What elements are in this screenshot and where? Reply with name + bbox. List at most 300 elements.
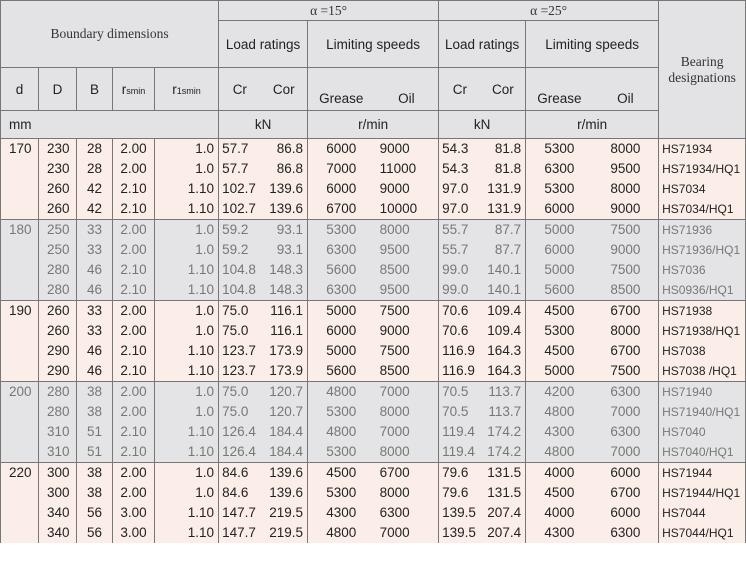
cell-cr-15: 75.0: [219, 402, 261, 422]
cell-cr-15: 84.6: [219, 463, 261, 484]
cell-rsmin: 2.10: [113, 260, 155, 280]
table-row: [1, 442, 746, 463]
cell-oil-15: 8000: [375, 442, 439, 463]
cell-oil-15: 9500: [375, 280, 439, 301]
cell-cr-15: 126.4: [219, 442, 261, 463]
cell-oil-25: 7000: [593, 442, 659, 463]
cell-cr-15: 59.2: [219, 220, 261, 241]
table-row: [1, 402, 746, 422]
cell-grease-25: 5600: [526, 280, 593, 301]
cell-oil-15: 9500: [375, 240, 439, 260]
cell-cr-15: 57.7: [219, 159, 261, 179]
cell-grease-15: 5300: [308, 402, 375, 422]
cell-cor-15: 93.1: [261, 220, 308, 241]
cell-cor-15: 93.1: [261, 240, 308, 260]
cell-cor-25: 207.4: [481, 523, 526, 543]
cell-grease-15: 5000: [308, 301, 375, 322]
cell-grease-15: 6000: [308, 139, 375, 160]
cell-grease-15: 4300: [308, 503, 375, 523]
cell-cr-15: 123.7: [219, 361, 261, 382]
cell-cr-25: 97.0: [439, 199, 481, 220]
cell-oil-15: 6300: [375, 503, 439, 523]
limiting-speeds-header-25: Limiting speeds: [526, 21, 659, 68]
cell-grease-15: 5300: [308, 220, 375, 241]
col-cor-header-15: Cor: [261, 68, 308, 111]
cell-outer-diameter: 230: [39, 139, 77, 160]
cell-rsmin: 2.10: [113, 179, 155, 199]
cell-rsmin: 2.00: [113, 402, 155, 422]
col-cr-header-25: Cr: [439, 68, 481, 111]
cell-bore-diameter: [1, 442, 39, 463]
cell-width: 38: [77, 382, 113, 403]
col-cor-header-25: Cor: [481, 68, 526, 111]
cell-grease-25: 4300: [526, 523, 593, 543]
cell-bore-diameter: [1, 483, 39, 503]
col-r1smin-header: r1smin: [155, 68, 219, 111]
cell-cor-25: 174.2: [481, 422, 526, 442]
cell-rsmin: 2.00: [113, 139, 155, 160]
cell-cor-25: 81.8: [481, 159, 526, 179]
cell-oil-25: 8500: [593, 280, 659, 301]
cell-grease-15: 6300: [308, 280, 375, 301]
cell-grease-15: 4800: [308, 382, 375, 403]
cell-cr-15: 84.6: [219, 483, 261, 503]
cell-rsmin: 2.00: [113, 220, 155, 241]
cell-cor-25: 140.1: [481, 280, 526, 301]
unit-kn-15: kN: [219, 111, 308, 139]
table-body: [1, 139, 746, 544]
cell-rsmin: 2.00: [113, 240, 155, 260]
cell-designation: HS7044/HQ1: [659, 523, 746, 543]
table-row: [1, 321, 746, 341]
cell-width: 38: [77, 483, 113, 503]
cell-cor-15: 139.6: [261, 199, 308, 220]
cell-cor-15: 139.6: [261, 179, 308, 199]
cell-bore-diameter: [1, 260, 39, 280]
cell-outer-diameter: 260: [39, 321, 77, 341]
cell-bore-diameter: [1, 341, 39, 361]
cell-cor-25: 131.5: [481, 463, 526, 484]
cell-bore-diameter: [1, 280, 39, 301]
cell-rsmin: 2.10: [113, 361, 155, 382]
cell-oil-15: 8000: [375, 220, 439, 241]
cell-oil-15: 9000: [375, 321, 439, 341]
cell-outer-diameter: 280: [39, 382, 77, 403]
cell-cor-15: 148.3: [261, 280, 308, 301]
table-row: [1, 159, 746, 179]
table-row: [1, 179, 746, 199]
cell-outer-diameter: 230: [39, 159, 77, 179]
cell-cor-25: 174.2: [481, 442, 526, 463]
cell-oil-15: 8000: [375, 402, 439, 422]
cell-designation: HS7044: [659, 503, 746, 523]
cell-width: 42: [77, 179, 113, 199]
cell-outer-diameter: 250: [39, 240, 77, 260]
cell-designation: HS71944/HQ1: [659, 483, 746, 503]
cell-cor-25: 164.3: [481, 361, 526, 382]
cell-outer-diameter: 280: [39, 402, 77, 422]
cell-oil-25: 8000: [593, 139, 659, 160]
cell-r1smin: 1.10: [155, 179, 219, 199]
cell-outer-diameter: 310: [39, 442, 77, 463]
cell-cr-25: 70.5: [439, 382, 481, 403]
cell-outer-diameter: 280: [39, 260, 77, 280]
bearing-designations-header: Bearing designations: [659, 1, 746, 139]
cell-grease-15: 4500: [308, 463, 375, 484]
load-ratings-header-25: Load ratings: [439, 21, 526, 68]
cell-outer-diameter: 250: [39, 220, 77, 241]
cell-oil-15: 10000: [375, 199, 439, 220]
cell-rsmin: 2.00: [113, 463, 155, 484]
cell-designation: HS7034/HQ1: [659, 199, 746, 220]
cell-cr-25: 119.4: [439, 442, 481, 463]
cell-grease-25: 4000: [526, 463, 593, 484]
cell-designation: HS7034: [659, 179, 746, 199]
unit-mm: mm: [1, 111, 219, 139]
cell-bore-diameter: [1, 159, 39, 179]
cell-oil-15: 8000: [375, 483, 439, 503]
table-row: [1, 382, 746, 403]
cell-oil-15: 7500: [375, 301, 439, 322]
cell-designation: HS7040/HQ1: [659, 442, 746, 463]
cell-grease-15: 5000: [308, 341, 375, 361]
cell-oil-25: 7500: [593, 260, 659, 280]
cell-grease-15: 6000: [308, 321, 375, 341]
table-row: [1, 341, 746, 361]
cell-width: 28: [77, 139, 113, 160]
cell-bore-diameter: 180: [1, 220, 39, 241]
table-row: [1, 483, 746, 503]
table-row: [1, 220, 746, 241]
load-ratings-header-15: Load ratings: [219, 21, 308, 68]
cell-rsmin: 3.00: [113, 523, 155, 543]
cell-cr-25: 99.0: [439, 260, 481, 280]
cell-r1smin: 1.0: [155, 402, 219, 422]
table-row: [1, 361, 746, 382]
table-row: [1, 139, 746, 160]
cell-grease-25: 5300: [526, 179, 593, 199]
cell-cr-15: 104.8: [219, 280, 261, 301]
col-B-header: B: [77, 68, 113, 111]
cell-r1smin: 1.0: [155, 463, 219, 484]
cell-grease-25: 4800: [526, 402, 593, 422]
cell-oil-25: 9500: [593, 159, 659, 179]
cell-cor-25: 164.3: [481, 341, 526, 361]
cell-bore-diameter: 200: [1, 382, 39, 403]
cell-outer-diameter: 260: [39, 199, 77, 220]
cell-width: 42: [77, 199, 113, 220]
cell-grease-25: 4000: [526, 503, 593, 523]
cell-designation: HS71934: [659, 139, 746, 160]
cell-cr-15: 147.7: [219, 523, 261, 543]
cell-grease-25: 4500: [526, 301, 593, 322]
cell-oil-25: 7000: [593, 402, 659, 422]
cell-cr-25: 139.5: [439, 523, 481, 543]
cell-width: 38: [77, 463, 113, 484]
cell-cr-25: 54.3: [439, 159, 481, 179]
cell-r1smin: 1.0: [155, 321, 219, 341]
cell-cor-25: 131.5: [481, 483, 526, 503]
cell-rsmin: 2.00: [113, 159, 155, 179]
cell-cor-25: 81.8: [481, 139, 526, 160]
cell-grease-25: 5300: [526, 139, 593, 160]
cell-designation: HS7038 /HQ1: [659, 361, 746, 382]
cell-cr-25: 79.6: [439, 463, 481, 484]
cell-bore-diameter: [1, 240, 39, 260]
cell-oil-25: 6300: [593, 523, 659, 543]
cell-cor-15: 139.6: [261, 463, 308, 484]
cell-r1smin: 1.10: [155, 341, 219, 361]
col-rsmin-header: rsmin: [113, 68, 155, 111]
cell-rsmin: 2.00: [113, 382, 155, 403]
cell-designation: HS7038: [659, 341, 746, 361]
cell-grease-15: 5600: [308, 361, 375, 382]
col-oil-header-15: Oil: [375, 68, 439, 111]
cell-width: 33: [77, 321, 113, 341]
cell-width: 46: [77, 341, 113, 361]
cell-rsmin: 3.00: [113, 503, 155, 523]
cell-cr-25: 139.5: [439, 503, 481, 523]
boundary-dimensions-header: Boundary dimensions: [1, 1, 219, 68]
cell-r1smin: 1.10: [155, 523, 219, 543]
cell-oil-25: 6700: [593, 301, 659, 322]
cell-cor-15: 148.3: [261, 260, 308, 280]
cell-oil-15: 8500: [375, 361, 439, 382]
cell-bore-diameter: [1, 321, 39, 341]
cell-r1smin: 1.10: [155, 199, 219, 220]
cell-oil-15: 9000: [375, 139, 439, 160]
cell-cr-15: 59.2: [219, 240, 261, 260]
cell-cor-15: 86.8: [261, 159, 308, 179]
cell-grease-25: 4500: [526, 341, 593, 361]
cell-cr-25: 79.6: [439, 483, 481, 503]
cell-bore-diameter: [1, 422, 39, 442]
cell-cr-25: 70.5: [439, 402, 481, 422]
cell-oil-15: 7500: [375, 341, 439, 361]
cell-oil-25: 6000: [593, 503, 659, 523]
cell-cr-15: 126.4: [219, 422, 261, 442]
cell-r1smin: 1.10: [155, 442, 219, 463]
cell-cor-25: 113.7: [481, 402, 526, 422]
cell-cor-15: 120.7: [261, 382, 308, 403]
cell-cr-15: 147.7: [219, 503, 261, 523]
cell-outer-diameter: 260: [39, 301, 77, 322]
cell-oil-25: 6300: [593, 382, 659, 403]
cell-width: 33: [77, 240, 113, 260]
cell-cor-15: 184.4: [261, 442, 308, 463]
cell-outer-diameter: 290: [39, 361, 77, 382]
cell-rsmin: 2.00: [113, 483, 155, 503]
cell-cor-25: 87.7: [481, 220, 526, 241]
cell-r1smin: 1.0: [155, 240, 219, 260]
cell-designation: HS71936: [659, 220, 746, 241]
cell-outer-diameter: 340: [39, 523, 77, 543]
table-row: [1, 301, 746, 322]
cell-cr-25: 99.0: [439, 280, 481, 301]
cell-designation: HS7040: [659, 422, 746, 442]
cell-bore-diameter: [1, 402, 39, 422]
col-cr-header-15: Cr: [219, 68, 261, 111]
cell-cor-25: 87.7: [481, 240, 526, 260]
cell-outer-diameter: 340: [39, 503, 77, 523]
cell-bore-diameter: 190: [1, 301, 39, 322]
cell-cr-25: 116.9: [439, 341, 481, 361]
cell-oil-25: 6700: [593, 483, 659, 503]
cell-designation: HS71934/HQ1: [659, 159, 746, 179]
unit-rmin-15: r/min: [308, 111, 439, 139]
table-row: [1, 463, 746, 484]
cell-grease-25: 6000: [526, 199, 593, 220]
unit-kn-25: kN: [439, 111, 526, 139]
cell-grease-25: 4800: [526, 442, 593, 463]
cell-oil-15: 6700: [375, 463, 439, 484]
cell-oil-25: 6700: [593, 341, 659, 361]
cell-cor-15: 86.8: [261, 139, 308, 160]
cell-oil-15: 7000: [375, 422, 439, 442]
cell-oil-15: 8500: [375, 260, 439, 280]
cell-r1smin: 1.10: [155, 260, 219, 280]
cell-outer-diameter: 280: [39, 280, 77, 301]
cell-bore-diameter: 170: [1, 139, 39, 160]
cell-cor-15: 116.1: [261, 301, 308, 322]
cell-oil-25: 6000: [593, 463, 659, 484]
cell-grease-15: 5300: [308, 442, 375, 463]
cell-rsmin: 2.10: [113, 422, 155, 442]
cell-grease-25: 6000: [526, 240, 593, 260]
cell-grease-15: 6300: [308, 240, 375, 260]
cell-width: 51: [77, 422, 113, 442]
cell-designation: HS71938/HQ1: [659, 321, 746, 341]
cell-width: 46: [77, 280, 113, 301]
cell-oil-25: 6300: [593, 422, 659, 442]
cell-r1smin: 1.0: [155, 483, 219, 503]
cell-oil-25: 9000: [593, 199, 659, 220]
cell-r1smin: 1.0: [155, 159, 219, 179]
cell-r1smin: 1.10: [155, 280, 219, 301]
alpha-25-header: α =25°: [439, 1, 659, 21]
cell-rsmin: 2.00: [113, 321, 155, 341]
cell-grease-25: 5000: [526, 361, 593, 382]
cell-r1smin: 1.10: [155, 503, 219, 523]
cell-rsmin: 2.10: [113, 341, 155, 361]
cell-designation: HS71940/HQ1: [659, 402, 746, 422]
cell-cr-15: 104.8: [219, 260, 261, 280]
cell-cr-25: 55.7: [439, 220, 481, 241]
cell-cor-25: 140.1: [481, 260, 526, 280]
cell-r1smin: 1.0: [155, 301, 219, 322]
cell-cr-25: 116.9: [439, 361, 481, 382]
cell-cr-15: 102.7: [219, 199, 261, 220]
col-oil-header-25: Oil: [593, 68, 659, 111]
cell-cr-15: 102.7: [219, 179, 261, 199]
cell-cor-15: 173.9: [261, 341, 308, 361]
cell-width: 33: [77, 301, 113, 322]
cell-cor-15: 219.5: [261, 503, 308, 523]
cell-oil-25: 7500: [593, 220, 659, 241]
cell-cor-25: 131.9: [481, 199, 526, 220]
cell-width: 46: [77, 260, 113, 280]
cell-designation: HS7036: [659, 260, 746, 280]
cell-rsmin: 2.10: [113, 280, 155, 301]
cell-oil-15: 7000: [375, 523, 439, 543]
cell-grease-25: 4200: [526, 382, 593, 403]
cell-grease-25: 6300: [526, 159, 593, 179]
cell-width: 33: [77, 220, 113, 241]
cell-oil-15: 9000: [375, 179, 439, 199]
col-d-header: d: [1, 68, 39, 111]
table-row: [1, 503, 746, 523]
col-grease-header-25: Grease: [526, 68, 593, 111]
cell-cor-25: 207.4: [481, 503, 526, 523]
cell-cor-15: 139.6: [261, 483, 308, 503]
cell-bore-diameter: [1, 503, 39, 523]
cell-outer-diameter: 300: [39, 463, 77, 484]
cell-grease-25: 4500: [526, 483, 593, 503]
cell-bore-diameter: [1, 179, 39, 199]
cell-cr-25: 119.4: [439, 422, 481, 442]
table-row: [1, 422, 746, 442]
cell-bore-diameter: [1, 361, 39, 382]
alpha-15-header: α =15°: [219, 1, 439, 21]
cell-cor-15: 184.4: [261, 422, 308, 442]
cell-grease-25: 5300: [526, 321, 593, 341]
cell-cr-25: 70.6: [439, 321, 481, 341]
cell-r1smin: 1.0: [155, 220, 219, 241]
table-row: [1, 260, 746, 280]
cell-grease-15: 6700: [308, 199, 375, 220]
cell-width: 46: [77, 361, 113, 382]
cell-cor-25: 113.7: [481, 382, 526, 403]
cell-grease-15: 4800: [308, 523, 375, 543]
cell-grease-15: 7000: [308, 159, 375, 179]
cell-outer-diameter: 300: [39, 483, 77, 503]
cell-bore-diameter: 220: [1, 463, 39, 484]
cell-grease-25: 5000: [526, 220, 593, 241]
limiting-speeds-header-15: Limiting speeds: [308, 21, 439, 68]
table-row: [1, 199, 746, 220]
cell-rsmin: 2.10: [113, 442, 155, 463]
cell-width: 28: [77, 159, 113, 179]
cell-oil-15: 11000: [375, 159, 439, 179]
cell-oil-25: 9000: [593, 240, 659, 260]
cell-designation: HS71936/HQ1: [659, 240, 746, 260]
cell-cor-15: 219.5: [261, 523, 308, 543]
cell-oil-25: 7500: [593, 361, 659, 382]
cell-r1smin: 1.10: [155, 422, 219, 442]
cell-designation: HS0936/HQ1: [659, 280, 746, 301]
cell-cor-15: 116.1: [261, 321, 308, 341]
cell-cr-15: 75.0: [219, 301, 261, 322]
cell-grease-25: 5000: [526, 260, 593, 280]
cell-oil-25: 8000: [593, 321, 659, 341]
cell-rsmin: 2.10: [113, 199, 155, 220]
cell-bore-diameter: [1, 523, 39, 543]
table-row: [1, 523, 746, 543]
cell-cr-25: 54.3: [439, 139, 481, 160]
cell-cor-25: 131.9: [481, 179, 526, 199]
cell-width: 38: [77, 402, 113, 422]
cell-grease-15: 5300: [308, 483, 375, 503]
cell-designation: HS71938: [659, 301, 746, 322]
cell-cor-15: 173.9: [261, 361, 308, 382]
cell-width: 56: [77, 503, 113, 523]
unit-rmin-25: r/min: [526, 111, 659, 139]
table-row: [1, 240, 746, 260]
cell-cor-15: 120.7: [261, 402, 308, 422]
cell-cr-15: 75.0: [219, 321, 261, 341]
col-grease-header-15: Grease: [308, 68, 375, 111]
cell-rsmin: 2.00: [113, 301, 155, 322]
